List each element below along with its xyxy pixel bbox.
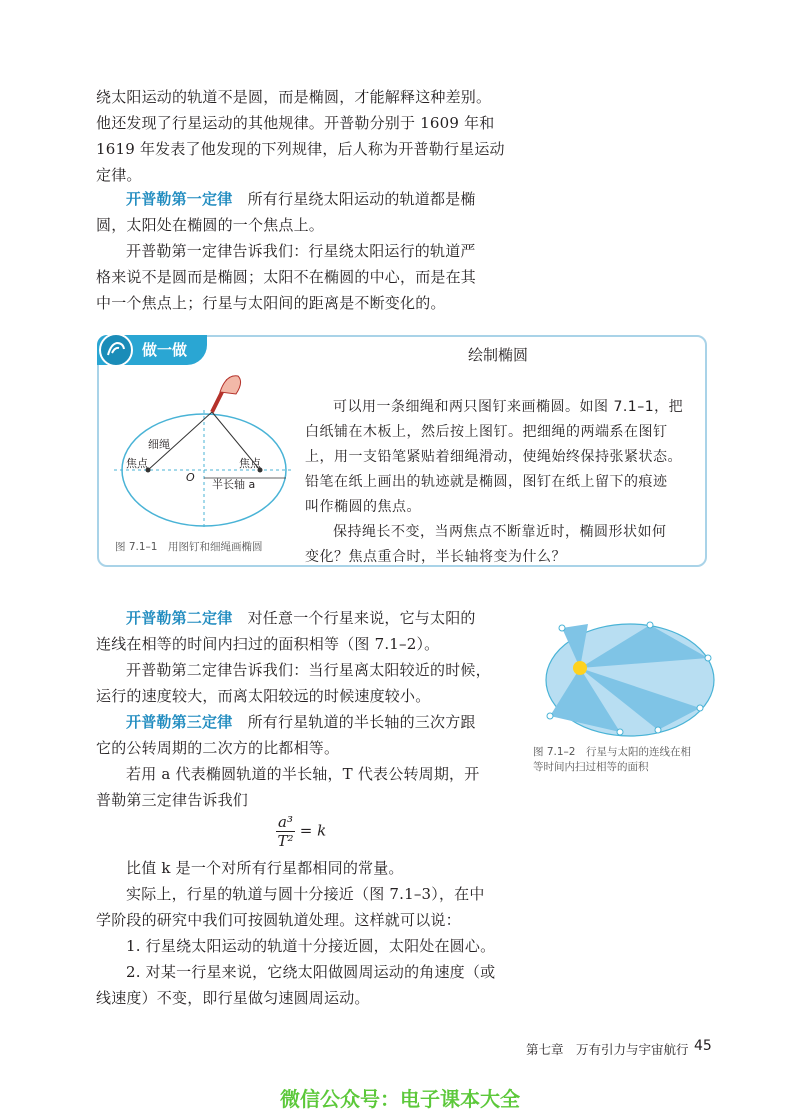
- law2-text-2: 连线在相等的时间内扫过的面积相等（图 7.1–2）。: [96, 635, 440, 653]
- activity-tab-label: 做一做: [142, 341, 188, 359]
- law1-text-1: 所有行星绕太阳运动的轨道都是椭: [247, 190, 476, 208]
- activity-title: 绘制椭圆: [468, 346, 529, 364]
- page-number: 45: [694, 1038, 712, 1054]
- label-focus-left: 焦点: [126, 457, 148, 470]
- ratio-note: 比值 k 是一个对所有行星都相同的常量。: [126, 859, 404, 877]
- formula-fraction: [276, 813, 295, 850]
- law2-text-1: 对任意一个行星来说，它与太阳的: [247, 609, 476, 627]
- label-center: O: [186, 471, 195, 484]
- planet-point: [655, 727, 661, 733]
- closing-line-1: 实际上，行星的轨道与圆十分接近（图 7.1–3），在中: [126, 885, 485, 903]
- hand-icon: [99, 333, 133, 367]
- label-focus-right: 焦点: [239, 457, 261, 470]
- law1-explain-3: 中一个焦点上；行星与太阳间的距离是不断变化的。: [96, 294, 446, 312]
- ellipse-drawing-figure: [108, 370, 303, 530]
- planet-point: [559, 625, 565, 631]
- law2-name: 开普勒第二定律: [126, 609, 233, 627]
- planet-point: [617, 729, 623, 735]
- hand-icon-glyph: [101, 335, 131, 365]
- watermark: 微信公众号：电子课本大全: [280, 1087, 520, 1111]
- intro-line-4: 定律。: [96, 166, 142, 184]
- label-semi-major: 半长轴 a: [212, 478, 256, 491]
- activity-p1-line-5: 叫作椭圆的焦点。: [305, 499, 421, 515]
- chapter-footer: 第七章 万有引力与宇宙航行: [526, 1042, 689, 1057]
- formula-rhs: = k: [299, 821, 327, 840]
- intro-line-2: 他还发现了行星运动的其他规律。开普勒分别于 1609 年和: [96, 114, 495, 132]
- formula-denominator: T²: [277, 832, 294, 850]
- figure-7-1-2-caption-1: 图 7.1–2 行星与太阳的连线在相: [533, 746, 691, 758]
- planet-point: [647, 622, 653, 628]
- figure-7-1-2-caption-2: 等时间内扫过相等的面积: [533, 761, 649, 773]
- closing-item-2-line-1: 2. 对某一行星来说，它绕太阳做圆周运动的角速度（或: [126, 963, 496, 981]
- intro-line-1: 绕太阳运动的轨道不是圆，而是椭圆，才能解释这种差别。: [96, 88, 492, 106]
- closing-item-1: 1. 行星绕太阳运动的轨道十分接近圆，太阳处在圆心。: [126, 937, 496, 955]
- law1-name: 开普勒第一定律: [126, 190, 233, 208]
- intro-line-3: 1619 年发表了他发现的下列规律，后人称为开普勒行星运动: [96, 140, 505, 158]
- kepler-third-law-formula: [276, 813, 326, 850]
- law1-statement: [96, 186, 516, 212]
- law2-explain-2: 运行的速度较大，而离太阳较远的时候速度较小。: [96, 687, 431, 705]
- law3-name: 开普勒第三定律: [126, 713, 233, 731]
- law2-statement: [96, 605, 516, 631]
- pencil-hand-icon: [212, 376, 241, 412]
- sun-icon: [573, 661, 587, 675]
- activity-p1-line-2: 白纸铺在木板上，然后按上图钉。把细绳的两端系在图钉: [305, 424, 668, 440]
- law3-explain-1: 若用 a 代表椭圆轨道的半长轴，T 代表公转周期，开: [126, 765, 480, 783]
- law1-explain-1: 开普勒第一定律告诉我们：行星绕太阳运行的轨道严: [126, 242, 476, 260]
- activity-p2-line-2: 变化？焦点重合时，半长轴将变为什么？: [305, 549, 566, 565]
- planet-point: [697, 705, 703, 711]
- law1-explain-2: 格来说不是圆而是椭圆；太阳不在椭圆的中心，而是在其: [96, 268, 477, 286]
- law3-explain-2: 普勒第三定律告诉我们: [96, 791, 249, 809]
- activity-p1-line-4: 铅笔在纸上画出的轨迹就是椭圆，图钉在纸上留下的痕迹: [305, 474, 668, 490]
- equal-areas-figure: [540, 620, 720, 740]
- law3-text-2: 它的公转周期的二次方的比都相等。: [96, 739, 340, 757]
- formula-numerator: a³: [278, 813, 293, 831]
- law2-explain-1: 开普勒第二定律告诉我们：当行星离太阳较近的时候，: [126, 661, 491, 679]
- law3-statement: [96, 709, 516, 735]
- activity-p1-line-3: 上，用一支铅笔紧贴着细绳滑动，使绳始终保持张紧状态。: [305, 449, 682, 465]
- closing-item-2-line-2: 线速度）不变，即行星做匀速圆周运动。: [96, 989, 370, 1007]
- figure-7-1-1-caption: 图 7.1–1 用图钉和细绳画椭圆: [115, 541, 263, 553]
- label-string: 细绳: [148, 438, 170, 451]
- planet-point: [547, 713, 553, 719]
- law1-text-2: 圆，太阳处在椭圆的一个焦点上。: [96, 216, 325, 234]
- activity-p2-line-1: 保持绳长不变，当两焦点不断靠近时，椭圆形状如何: [333, 524, 667, 540]
- closing-line-2: 学阶段的研究中我们可按圆轨道处理。这样就可以说：: [96, 911, 461, 929]
- planet-point: [705, 655, 711, 661]
- law3-text-1: 所有行星轨道的半长轴的三次方跟: [247, 713, 476, 731]
- activity-p1-line-1: 可以用一条细绳和两只图钉来画椭圆。如图 7.1–1，把: [333, 399, 684, 415]
